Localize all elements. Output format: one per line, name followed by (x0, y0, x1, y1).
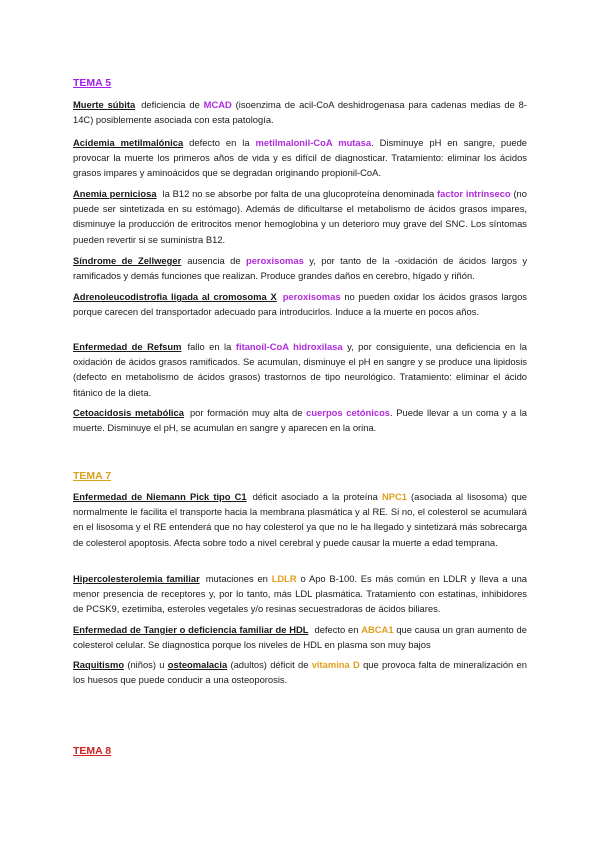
highlight: fitanoil-CoA hidroxilasa (235, 341, 343, 352)
text: que provoca falta de mineralización en los huesos que puede conducir a una osteoporosis. (73, 659, 527, 686)
term: Síndrome de Zellweger (73, 255, 182, 266)
highlight: vitamina D (311, 659, 360, 670)
term: Adrenoleucodistrofia ligada al cromosoma X (73, 291, 277, 302)
term: Anemia perniciosa (73, 188, 157, 199)
text: (niños) u (127, 659, 165, 670)
section-title-tema5: TEMA 5 (73, 77, 112, 89)
text: (asociada al lisosoma) que normalmente le facilita el transporte hacia la membrana plasmática y al RE. Si no, el colesterol se acumulará en el lisosoma y el RE entenderá que no hay colesterol ya que no le ha llegado y sintetizará más sobrecarga de colesterol apoptosis. Afecta sobre todo a nivel cerebral y puede causar la muerte a edad temprana. (73, 491, 527, 548)
term: Enfermedad de Refsum (73, 341, 182, 352)
text: ausencia de (187, 255, 241, 266)
text: déficit asociado a la proteína (252, 491, 378, 502)
text: por formación muy alta de (189, 407, 303, 418)
paragraph-muerte-subita (73, 97, 527, 127)
text: (isoenzima de acil-CoA deshidrogenasa para cadenas medias de 8-14C) posiblemente asociada con esta patología. (73, 99, 527, 126)
text: defecto en la (189, 137, 250, 148)
text: fallo en la (187, 341, 232, 352)
term: Acidemia metilmalónica (73, 137, 184, 148)
paragraph-tangier (73, 622, 527, 652)
text: deficiencia de (141, 99, 200, 110)
highlight: peroxisomas (245, 255, 304, 266)
text: no pueden oxidar los ácidos grasos largos porque carecen del transportador adecuado para introducirlos. Induce a la muerte en pocos años. (73, 291, 527, 318)
paragraph-niemann-pick (73, 489, 527, 550)
text: (no puede ser sintetizada en su estómago). Además de dificultarse el metabolismo de ácidos grasos impares, disminuye la producción de eritrocitos menor hemoglobina y un deterioro muy grave del SNC. Los síntomas pueden revertir si se suministra B12. (73, 188, 527, 245)
text: que causa un gran aumento de colesterol celular. Se diagnostica porque los niveles de HDL en plasma son muy bajos (73, 624, 527, 651)
term: Muerte súbita (73, 99, 136, 110)
paragraph-adrenoleucodistrofia (73, 289, 527, 319)
paragraph-hipercolesterolemia (73, 571, 527, 617)
term: Raquitismo (73, 659, 125, 670)
section-title-tema7: TEMA 7 (73, 470, 112, 482)
text: (adultos) déficit de (230, 659, 309, 670)
paragraph-zellweger (73, 253, 527, 283)
highlight: factor intrínseco (437, 188, 511, 199)
text: . Puede llevar a un coma y a la muerte. Disminuye el pH, se acumulan en sangre y aparecen en la orina. (73, 407, 528, 434)
text: defecto en (314, 624, 359, 635)
term: Hipercolesterolemia familiar (73, 573, 200, 584)
term: Enfermedad de Tangier o deficiencia familiar de HDL (73, 624, 309, 635)
highlight: NPC1 (381, 491, 407, 502)
highlight: LDLR (271, 573, 297, 584)
highlight: ABCA1 (361, 624, 394, 635)
highlight: MCAD (203, 99, 232, 110)
section-title-tema8: TEMA 8 (73, 745, 112, 757)
paragraph-acidemia (73, 135, 527, 181)
term: Cetoacidosis metabólica (73, 407, 184, 418)
text: mutaciones en (205, 573, 268, 584)
highlight: metilmalonil-CoA mutasa (255, 137, 372, 148)
paragraph-raquitismo (73, 657, 527, 687)
text: . Disminuye pH en sangre, puede provocar la muerte los primeros años de vida y es difícil de diagnosticar. Tratamiento: eliminar los ácidos grasos impares y aminoácidos que se degradan originando propionil-CoA. (73, 137, 528, 179)
text: y, por tanto de la -oxidación de ácidos largos y ramificados y demás funciones que realizan. Produce grandes daños en cerebro, hígado y riñón. (73, 255, 528, 282)
paragraph-anemia (73, 186, 527, 247)
term: Enfermedad de Niemann Pick tipo C1 (73, 491, 247, 502)
highlight: cuerpos cetónicos (306, 407, 391, 418)
paragraph-cetoacidosis (73, 405, 527, 435)
text: la B12 no se absorbe por falta de una glucoproteína denominada (162, 188, 435, 199)
term: osteomalacia (167, 659, 228, 670)
paragraph-refsum (73, 339, 527, 400)
highlight: peroxisomas (282, 291, 341, 302)
text: y, por consiguiente, una deficiencia en la oxidación de ácidos grasos ramificados. Se acumulan, disminuye el pH en sangre y se produce una lipidosis (defecto en metabolismo de ácidos grasos) trastornos de tipo neurológico. Tratamiento: eliminar el ácido fitánico de la dieta. (73, 341, 528, 398)
text: o Apo B-100. Es más común en LDLR y lleva a una menor presencia de receptores y, por lo tanto, más LDL plasmática. Tratamiento con estatinas, inhibidores de PCSK9, ezetimiba, esteroles vegetales y/o resinas secuestradoras de ácidos biliares. (73, 573, 527, 615)
